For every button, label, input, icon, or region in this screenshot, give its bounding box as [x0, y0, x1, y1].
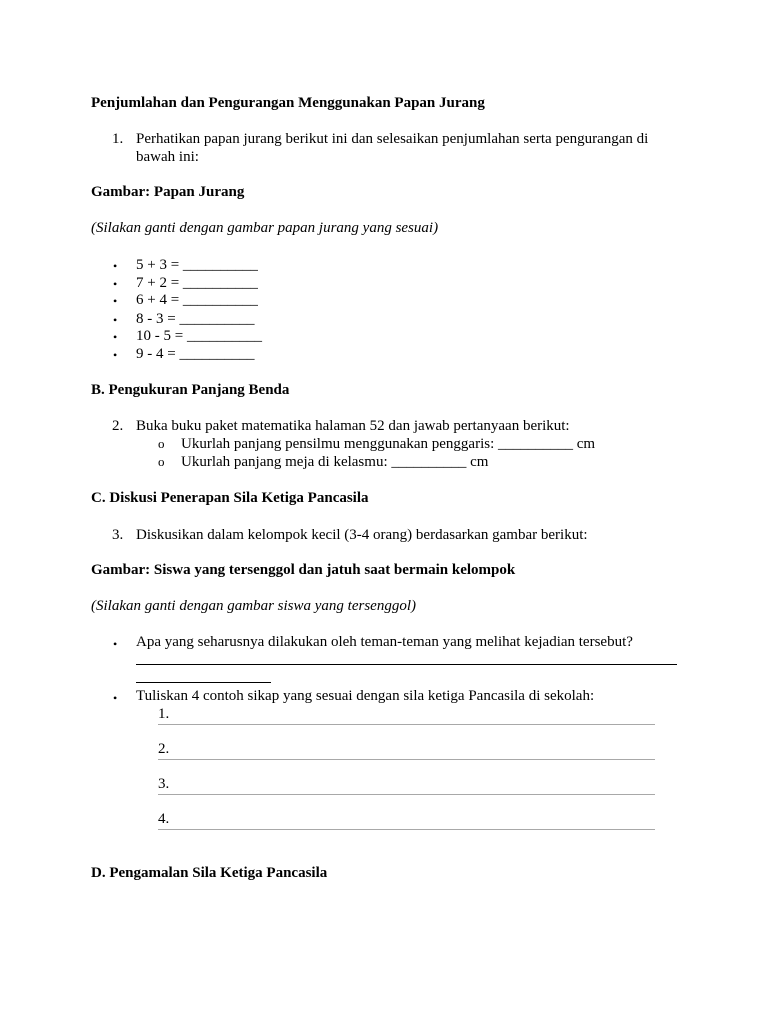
- answer-line[interactable]: [136, 682, 271, 683]
- list-item: 10 - 5 = __________: [136, 328, 262, 344]
- answer-number: 4.: [158, 811, 170, 827]
- figure1-label: Gambar: Papan Jurang: [91, 184, 245, 200]
- q1-text-line1: Perhatikan papan jurang berikut ini dan selesaikan penjumlahan serta pengurangan di: [136, 131, 649, 147]
- q2-number: 2.: [112, 418, 124, 434]
- list-item: 8 - 3 = __________: [136, 311, 255, 327]
- list-item: 6 + 4 = __________: [136, 292, 258, 308]
- q1-number: 1.: [112, 131, 124, 147]
- bullet-marker: •: [113, 259, 118, 273]
- section-b-heading: B. Pengukuran Panjang Benda: [91, 382, 290, 398]
- list-item: 5 + 3 = __________: [136, 257, 258, 273]
- answer-number: 1.: [158, 706, 170, 722]
- page-title: Penjumlahan dan Pengurangan Menggunakan Papan Jurang: [91, 95, 485, 111]
- section-c-heading: C. Diskusi Penerapan Sila Ketiga Pancasila: [91, 490, 369, 506]
- figure2-placeholder-note: (Silakan ganti dengan gambar siswa yang tersenggol): [91, 598, 416, 614]
- q2-item-table: Ukurlah panjang meja di kelasmu: __________ cm: [181, 454, 489, 470]
- bullet-marker: •: [113, 348, 118, 362]
- bullet-marker: •: [113, 691, 118, 705]
- list-item: 7 + 2 = __________: [136, 275, 258, 291]
- q3-text: Diskusikan dalam kelompok kecil (3-4 orang) berdasarkan gambar berikut:: [136, 527, 588, 543]
- discussion-question-2: Tuliskan 4 contoh sikap yang sesuai dengan sila ketiga Pancasila di sekolah:: [136, 688, 595, 704]
- discussion-question-1: Apa yang seharusnya dilakukan oleh teman-teman yang melihat kejadian tersebut?: [136, 634, 633, 650]
- bullet-marker: •: [113, 294, 118, 308]
- list-item: 9 - 4 = __________: [136, 346, 255, 362]
- figure1-placeholder-note: (Silakan ganti dengan gambar papan jurang yang sesuai): [91, 220, 439, 236]
- answer-line[interactable]: [158, 759, 655, 760]
- answer-line[interactable]: [136, 664, 677, 665]
- bullet-marker: •: [113, 313, 118, 327]
- answer-line[interactable]: [158, 829, 655, 830]
- q2-text: Buka buku paket matematika halaman 52 dan jawab pertanyaan berikut:: [136, 418, 570, 434]
- figure2-label: Gambar: Siswa yang tersenggol dan jatuh saat bermain kelompok: [91, 562, 516, 578]
- q3-number: 3.: [112, 527, 124, 543]
- q1-text-line2: bawah ini:: [136, 149, 199, 165]
- answer-line[interactable]: [158, 794, 655, 795]
- answer-line[interactable]: [158, 724, 655, 725]
- section-d-heading: D. Pengamalan Sila Ketiga Pancasila: [91, 865, 328, 881]
- sub-bullet-marker: o: [158, 436, 165, 451]
- bullet-marker: •: [113, 330, 118, 344]
- answer-number: 3.: [158, 776, 170, 792]
- bullet-marker: •: [113, 277, 118, 291]
- answer-number: 2.: [158, 741, 170, 757]
- q2-item-pencil: Ukurlah panjang pensilmu menggunakan penggaris: __________ cm: [181, 436, 596, 452]
- sub-bullet-marker: o: [158, 454, 165, 469]
- bullet-marker: •: [113, 637, 118, 651]
